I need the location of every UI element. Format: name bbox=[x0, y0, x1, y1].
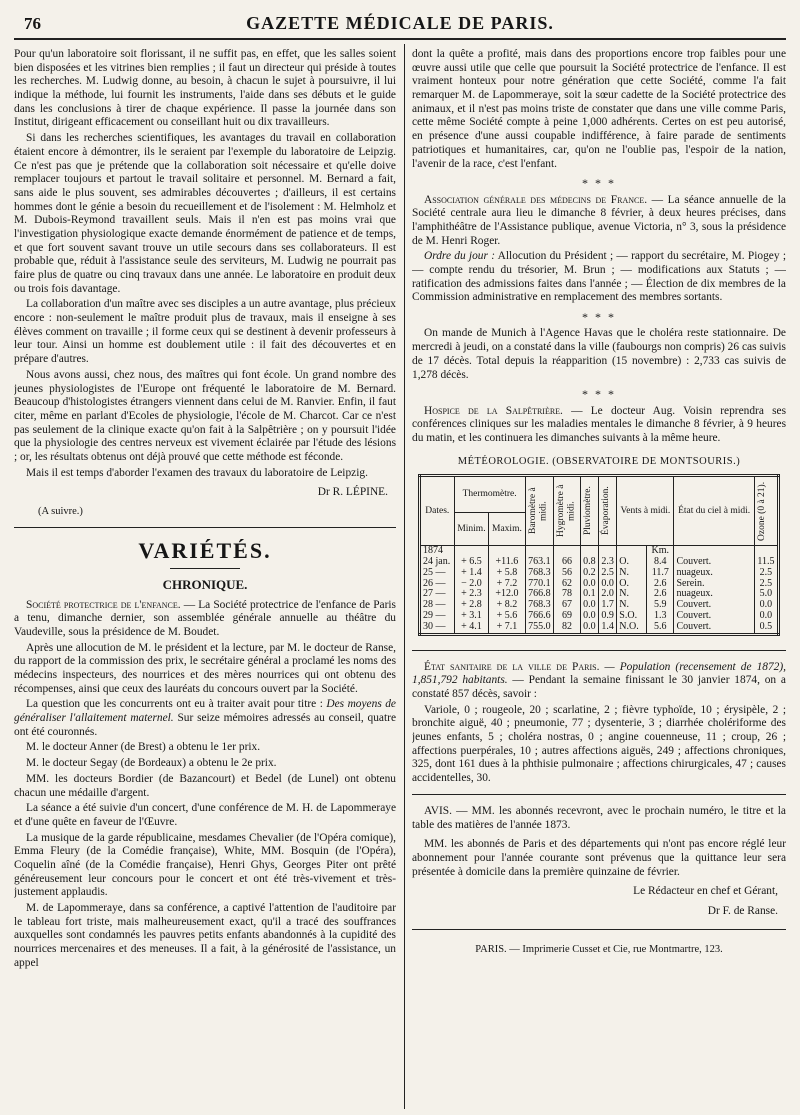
paragraph: Si dans les recherches scientifiques, les avantages du travail en collaboration étaient encore à démontrer, ils le seraient par l'exemple du laboratoire de Leipzig. Ce n'est pas que je prétende que la collaboration soit nécessaire et qu'elle doive remplacer toujours et partout le travail solitaire et personnel. M. Bernard a fait, sans aide le plus souvent, ses admirables découvertes ; d'ailleurs, il est certains hommes dont le génie a besoin du recueillement et de l'isolement : M. Helmholz et M. Dubois-Reymond travaillent seuls. Mais il n'en est pas moins vrai que l'investigation physiologique exacte demande énormément de patience et de temps, et que fort souvent savant trouve un utile secours dans ses collaborateurs. Il est probable que, réduit à l'assistance seule des serviteurs, M. Ludwig ne pourrait pas faire plus de quatre ou cinq travaux dans une année. Le laboratoire en produit deux ou trois fois davantage. bbox=[14, 132, 396, 295]
cell-evap: 2.3 bbox=[599, 557, 617, 568]
cell-sky: Couvert. bbox=[674, 600, 754, 611]
cell-hygro: 56 bbox=[554, 568, 581, 579]
right-column bbox=[412, 48, 786, 1108]
item-text: La question que les concurrents ont eu à traiter avait pour titre : bbox=[26, 698, 323, 711]
cell-wind: O. bbox=[617, 557, 647, 568]
cell-min: − 2.0 bbox=[454, 579, 489, 590]
editor-title: Le Rédacteur en chef et Gérant, bbox=[633, 885, 778, 898]
col-header-dates: Dates. bbox=[420, 476, 455, 546]
cell-date: 25 — bbox=[420, 568, 455, 579]
item-heading: État sanitaire de la ville de Paris. bbox=[424, 660, 600, 673]
section-divider bbox=[14, 527, 396, 528]
paragraph: Variole, 0 ; rougeole, 20 ; scarlatine, 2 ; fièvre typhoïde, 10 ; érysipèle, 2 ; bronchite aiguë, 40 ; pneumonie, 77 ; dysenterie, 3 ; diarrhée cholériforme des jeunes enfants, 5 ; choléra nostras, 0 ; angine couenneuse, 11 ; croup, 26 ; affections puerpérales, 10 ; autres affections aiguës, 249 ; affections chroniques, 325, dont 161 dues à la phthisie pulmonaire ; affections chirurgicales, 47 ; causes accidentelles, 30. bbox=[412, 703, 786, 785]
asterism: * * * bbox=[582, 310, 616, 325]
left-column bbox=[14, 48, 396, 1108]
paragraph bbox=[412, 250, 786, 305]
page-header bbox=[14, 8, 786, 40]
cell-ozone: 5.0 bbox=[754, 589, 778, 600]
cell-max: + 5.6 bbox=[489, 611, 525, 622]
item-text: — La Société protectrice de l'enfance de Paris a tenu, dimanche dernier, son assemblée générale annuelle au théâtre du Vaudeville, sous la présidence de M. Boudet. bbox=[14, 598, 396, 638]
cell-sky: nuageux. bbox=[674, 568, 754, 579]
cell-pluv: 0.1 bbox=[580, 589, 598, 600]
essay-title: Des moyens de généraliser l'allaitement maternel. bbox=[14, 698, 396, 725]
cell-hygro: 66 bbox=[554, 557, 581, 568]
cell-wind: N. bbox=[617, 600, 647, 611]
column-rule bbox=[404, 44, 405, 1109]
item-text: — La séance annuelle de la Société centrale aura lieu le dimanche 8 février, à deux heures précises, dans l'amphithéâtre de l'Assistance publique, avenue Victoria, n° 3, sous la présidence de M. Henri Roger. bbox=[412, 193, 786, 247]
cell-date: 24 jan. bbox=[420, 557, 455, 568]
cell-speed: 1.3 bbox=[647, 611, 674, 622]
cell-max: + 8.2 bbox=[489, 600, 525, 611]
cell-wind: S.O. bbox=[617, 611, 647, 622]
item-text: — Pendant la semaine finissant le 30 janvier 1874, on a constaté 857 décès, savoir : bbox=[412, 674, 786, 701]
subheading-chronique: CHRONIQUE. bbox=[162, 576, 248, 592]
agenda-label: Ordre du jour : bbox=[424, 250, 495, 263]
paragraph: M. le docteur Segay (de Bordeaux) a obtenu le 2e prix. bbox=[26, 757, 277, 770]
meteo-title: MÉTÉOROLOGIE. (OBSERVATOIRE DE MONTSOURIS.) bbox=[457, 455, 741, 467]
cell-min: + 4.1 bbox=[454, 622, 489, 634]
paragraph: Nous avons aussi, chez nous, des maîtres qui font école. Un grand nombre des jeunes physiologistes de l'Europe ont fréquenté le laboratoire de M. Bernard. Beaucoup d'histologistes étrangers viennent dans celui de M. Ranvier. Enfin, il faut citer, même en parlant d'Ecoles de physiologie, l'école de M. Charcot. Car ce n'est pas seulement de la clinique exacte qu'on fait à la Salpêtrière ; on y poursuit l'idée que la physiologie des centres nerveux est vivement éclairée par l'étude des lésions ; or, les résultats obtenus ont déjà prouvé que cette méthode est féconde. bbox=[14, 368, 396, 463]
section-divider bbox=[412, 794, 786, 795]
col-header-thermometre: Thermomètre. bbox=[454, 476, 525, 512]
item-text: Sur seize mémoires adressés au conseil, quatre ont été couronnés. bbox=[14, 712, 396, 738]
editor-name: Dr F. de Ranse. bbox=[707, 904, 778, 917]
cell-min: + 2.8 bbox=[454, 600, 489, 611]
cell-baro: 763.1 bbox=[525, 557, 554, 568]
item-text: — Population (recensement de 1872), 1,851,792 habitants. bbox=[412, 660, 786, 687]
cell-date: 28 — bbox=[420, 600, 455, 611]
cell-speed: 2.6 bbox=[647, 579, 674, 590]
section-divider bbox=[412, 650, 786, 651]
cell-max: +11.6 bbox=[489, 557, 525, 568]
cell-sky: Couvert. bbox=[674, 622, 754, 634]
heading-rule bbox=[170, 568, 240, 569]
author-signature: Dr R. LÉPINE. bbox=[317, 486, 388, 499]
cell-min: + 3.1 bbox=[454, 611, 489, 622]
cell-evap: 0.0 bbox=[599, 579, 617, 590]
paragraph: Mais il est temps d'aborder l'examen des travaux du laboratoire de Leipzig. bbox=[26, 466, 368, 479]
cell-pluv: 0.8 bbox=[580, 557, 598, 568]
cell-min: + 2.3 bbox=[454, 589, 489, 600]
col-header-etat-ciel: État du ciel à midi. bbox=[674, 476, 754, 546]
cell-sky: Couvert. bbox=[674, 557, 754, 568]
cell-pluv: 0.0 bbox=[580, 579, 598, 590]
cell-baro: 770.1 bbox=[525, 579, 554, 590]
continued-note: (A suivre.) bbox=[38, 506, 83, 517]
cell-wind: N. bbox=[617, 589, 647, 600]
newspaper-page bbox=[14, 8, 786, 1108]
paragraph: dont la quête a profité, mais dans des proportions encore trop faibles pour une œuvre aussi utile que celle que poursuit la Société protectrice de l'enfance. Il est vraiment honteux pour notre génération que cette Société, comme l'a fait remarquer M. de Lapommeraye, soit la sœur cadette de la Société protectrice des animaux, et il n'est pas moins triste de constater que dans une ville comme Paris, cette même Société compte à peine 1,000 adhérents. Certes on est peu autorisé, en présence d'une aussi coupable indifférence, à faire parade de sentiments patriotiques et humanitaires, car, qu'on ne l'oublie pas, l'espoir de la nation, l'avenir de la race, c'est l'enfant. bbox=[412, 48, 786, 170]
paragraph: La collaboration d'un maître avec ses disciples a un autre avantage, plus précieux encore : non-seulement le maître produit plus de travaux, mais il enseigne à ses élèves comment on travaille ; il forme ceux qui se destinent à devenir professeurs à leur tour. Ainsi un homme est doublement utile : il fait des découvertes et en prépare d'autres. bbox=[14, 298, 396, 366]
page-number: 76 bbox=[24, 14, 41, 33]
cell-wind: N.O. bbox=[617, 622, 647, 634]
cell-max: + 7.1 bbox=[489, 622, 525, 634]
km-unit: Km. bbox=[647, 546, 674, 557]
item-heading: Hospice de la Salpêtrière. bbox=[424, 404, 563, 417]
cell-speed: 5.9 bbox=[647, 600, 674, 611]
paragraph: MM. les docteurs Bordier (de Bazancourt) et Bedel (de Lunel) ont obtenu chacun une médaille d'argent. bbox=[14, 772, 396, 799]
section-heading-varietes: VARIÉTÉS. bbox=[138, 537, 272, 563]
cell-pluv: 0.2 bbox=[580, 568, 598, 579]
col-header-ozone: Ozone (0 à 21). bbox=[754, 476, 778, 546]
paragraph: Pour qu'un laboratoire soit florissant, il ne suffit pas, en effet, que les salles soient bien disposées et les vitrines bien remplies ; il faut un directeur qui préside à toutes les recherches. M. Ludwig donne, au besoin, à chacun le sujet à poursuivre, il lui indique la méthode, lui fournit les instruments, l'aide dans ses débuts et le guide dans les conclusions à tirer de chaque expérience. Il passe la journée dans son Institut, dirigeant efficacement ou conseillant huit ou dix travailleurs. bbox=[14, 48, 396, 129]
notice-abonnes: MM. les abonnés de Paris et des départements qui n'ont pas encore réglé leur abonnement pour l'année courante sont prévenus que la quittance leur sera présentée à domicile dans la première quinzaine de février. bbox=[412, 838, 786, 878]
col-header-pluviometre: Pluviomètre. bbox=[580, 476, 598, 546]
item-text: — Le docteur Aug. Voisin reprendra ses conférences cliniques sur les maladies mentales le dimanche 8 février, à 9 heures du matin, et les continuera les dimanches suivants à la même heure. bbox=[412, 404, 786, 444]
cell-max: + 7.2 bbox=[489, 579, 525, 590]
cell-pluv: 0.0 bbox=[580, 611, 598, 622]
cell-evap: 2.5 bbox=[599, 568, 617, 579]
col-header-minim: Minim. bbox=[454, 512, 489, 546]
cell-date: 26 — bbox=[420, 579, 455, 590]
cell-pluv: 0.0 bbox=[580, 600, 598, 611]
cell-baro: 768.3 bbox=[525, 600, 554, 611]
cell-ozone: 2.5 bbox=[754, 568, 778, 579]
cell-hygro: 82 bbox=[554, 622, 581, 634]
paragraph: M. le docteur Anner (de Brest) a obtenu le 1er prix. bbox=[26, 741, 261, 754]
notice-avis: AVIS. — MM. les abonnés recevront, avec le prochain numéro, le titre et la table des matières de l'année 1873. bbox=[412, 804, 786, 831]
cell-evap: 2.0 bbox=[599, 589, 617, 600]
year-cell: 1874 bbox=[420, 546, 455, 557]
cell-sky: nuageux. bbox=[674, 589, 754, 600]
paragraph bbox=[412, 661, 786, 702]
cell-speed: 8.4 bbox=[647, 557, 674, 568]
asterism: * * * bbox=[582, 176, 616, 191]
paragraph bbox=[14, 599, 396, 640]
cell-ozone: 11.5 bbox=[754, 557, 778, 568]
cell-ozone: 0.0 bbox=[754, 611, 778, 622]
cell-baro: 766.8 bbox=[525, 589, 554, 600]
paragraph bbox=[14, 698, 396, 739]
weather-table bbox=[418, 474, 780, 635]
col-header-barometre: Baromètre à midi. bbox=[525, 476, 554, 546]
journal-title: GAZETTE MÉDICALE DE PARIS. bbox=[246, 13, 554, 33]
paragraph: La musique de la garde républicaine, mesdames Chevalier (de l'Opéra comique), Emma Fleury (de la Comédie française), White, MM. Bosquin (de l'Opéra), Coquelin aîné (de la Comédie française), Henri Ghys, Georges Piter ont prêté généreusement leur concours pour le concert et ont été très-vivement et très-justement applaudis. bbox=[14, 831, 396, 899]
cell-speed: 5.6 bbox=[647, 622, 674, 634]
cell-date: 27 — bbox=[420, 589, 455, 600]
paragraph bbox=[412, 405, 786, 446]
cell-hygro: 69 bbox=[554, 611, 581, 622]
cell-hygro: 62 bbox=[554, 579, 581, 590]
cell-date: 29 — bbox=[420, 611, 455, 622]
cell-ozone: 2.5 bbox=[754, 579, 778, 590]
cell-speed: 11.7 bbox=[647, 568, 674, 579]
cell-wind: O. bbox=[617, 579, 647, 590]
footer-rule bbox=[412, 929, 786, 930]
paragraph: La séance a été suivie d'un concert, d'une conférence de M. H. de Lapommeraye et d'une quête en faveur de l'Œuvre. bbox=[14, 802, 396, 828]
cell-max: + 5.8 bbox=[489, 568, 525, 579]
paragraph bbox=[412, 194, 786, 249]
cell-sky: Couvert. bbox=[674, 611, 754, 622]
col-header-evaporation: Évaporation. bbox=[599, 476, 617, 546]
col-header-hygrometre: Hygromètre à midi. bbox=[554, 476, 581, 546]
cell-evap: 1.4 bbox=[599, 622, 617, 634]
table-row bbox=[420, 622, 779, 634]
cell-baro: 755.0 bbox=[525, 622, 554, 634]
cell-evap: 1.7 bbox=[599, 600, 617, 611]
asterism: * * * bbox=[582, 387, 616, 402]
printer-line: PARIS. — Imprimerie Cusset et Cie, rue Montmartre, 123. bbox=[475, 943, 723, 955]
item-text: Allocution du Président ; — rapport du secrétaire, M. Piogey ; — compte rendu du trésorier, M. Brun ; — modifications aux Statuts ; — ratification des admissions faites dans l'année ; — Élection de dix membres de la Commission administrative en remplacement des membres sortants. bbox=[412, 250, 786, 304]
paragraph: On mande de Munich à l'Agence Havas que le choléra reste stationnaire. De mercredi à jeudi, on a constaté dans la ville (faubourgs non compris) 26 cas suivis de 17 décès. Total depuis la réapparition (15 novembre) : 2,733 cas suivis de 1,278 décès. bbox=[412, 327, 786, 381]
cell-ozone: 0.0 bbox=[754, 600, 778, 611]
cell-wind: N. bbox=[617, 568, 647, 579]
cell-date: 30 — bbox=[420, 622, 455, 634]
cell-sky: Serein. bbox=[674, 579, 754, 590]
paragraph: M. de Lapommeraye, dans sa conférence, a captivé l'attention de l'auditoire par le tableau fort triste, mais malheureusement exact, qu'il a tracé des souffrances auxquelles sont condamnés les pauvres petits enfants abandonnés à la cupidité des nourrices mercenaires et des meneuses. Il a fait, à la générosité de l'assistance, un appel bbox=[14, 902, 396, 969]
cell-hygro: 78 bbox=[554, 589, 581, 600]
cell-speed: 2.6 bbox=[647, 589, 674, 600]
item-heading: Société protectrice de l'enfance. bbox=[26, 598, 181, 611]
paragraph: Après une allocution de M. le président et la lecture, par M. le docteur de Ranse, du rapport de la commission des prix, le secrétaire général a proclamé les noms des médecins inspecteurs, des nourrices et des mères nourrices qui ont obtenu des récompenses, ainsi que ceux des lauréats du concours ouvert par la Société. bbox=[14, 641, 396, 695]
cell-baro: 768.3 bbox=[525, 568, 554, 579]
cell-pluv: 0.0 bbox=[580, 622, 598, 634]
cell-baro: 766.6 bbox=[525, 611, 554, 622]
cell-min: + 6.5 bbox=[454, 557, 489, 568]
cell-max: +12.0 bbox=[489, 589, 525, 600]
cell-hygro: 67 bbox=[554, 600, 581, 611]
cell-ozone: 0.5 bbox=[754, 622, 778, 634]
col-header-vents: Vents à midi. bbox=[617, 476, 674, 546]
cell-evap: 0.9 bbox=[599, 611, 617, 622]
item-heading: Association générale des médecins de France. bbox=[424, 193, 648, 206]
cell-min: + 1.4 bbox=[454, 568, 489, 579]
col-header-maxim: Maxim. bbox=[489, 512, 525, 546]
